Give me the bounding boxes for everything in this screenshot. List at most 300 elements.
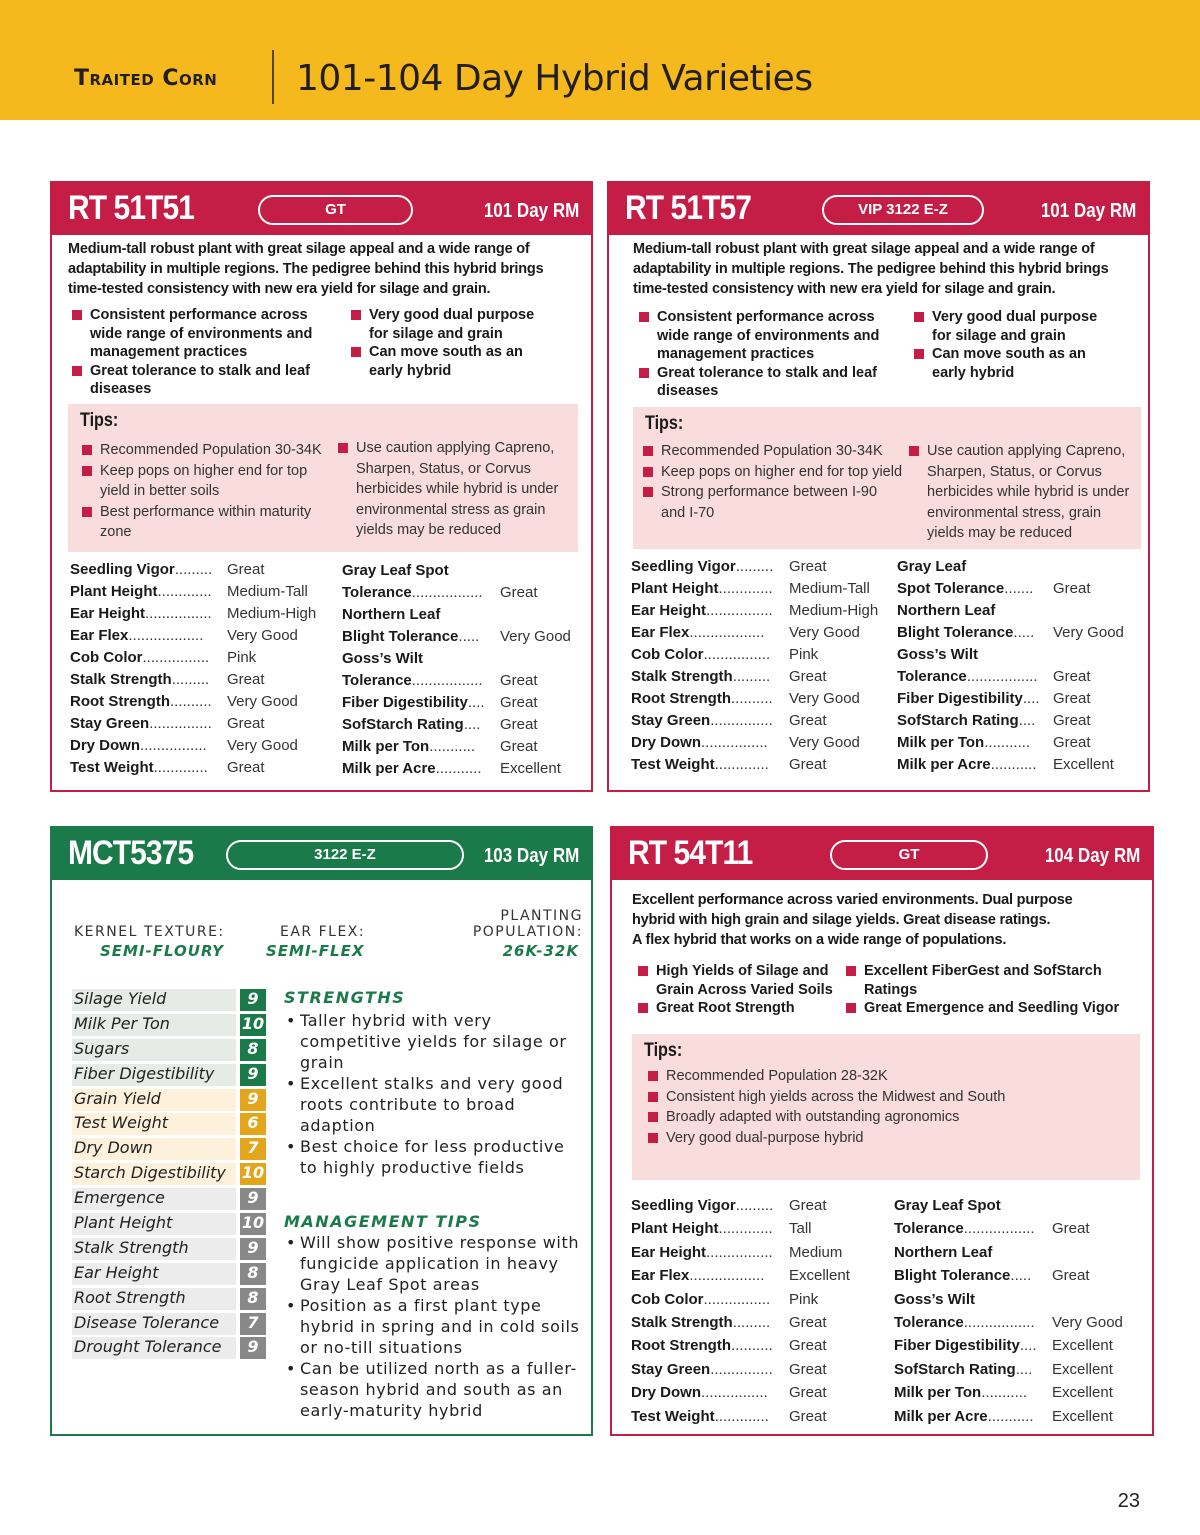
spec-row (342, 758, 582, 780)
hybrid-description: Medium-tall robust plant with great silage appeal and a wide range of adaptability in multiple regions. The pedigree behind this hybrid brings time-tested consistency with new era yield for silage and grain. (68, 241, 544, 297)
card-header (609, 183, 1148, 235)
spec-value: Pink (789, 646, 819, 663)
spec-row (342, 692, 582, 714)
spec-row (631, 1311, 881, 1334)
spec-row (894, 1405, 1144, 1428)
tips-list-right (336, 438, 568, 541)
hybrid-description: Excellent performance across varied environments. Dual purpose hybrid with high grain and silage yields. Great disease ratings. A flex hybrid that works on a wide range of populations. (632, 892, 1073, 948)
spec-row (631, 622, 881, 644)
spec-row (70, 581, 320, 603)
spec-row (631, 688, 881, 710)
rating-score: 8 (240, 1288, 266, 1310)
spec-label: Blight Tolerance (342, 628, 459, 645)
kernel-texture-value: SEMI-FLOURY (100, 942, 225, 960)
spec-value: Pink (789, 1290, 819, 1308)
relative-maturity: 101 Day RM (1040, 200, 1136, 222)
list-item: • Excellent stalks and very good roots contribute to broad adaption (284, 1073, 574, 1136)
spec-list-right (342, 560, 582, 780)
spec-label: Test Weight (631, 1407, 715, 1425)
spec-leader-dots: ............... (149, 715, 212, 732)
spec-row (70, 691, 320, 713)
spec-label: Stalk Strength (631, 1314, 733, 1332)
rating-row (72, 1212, 320, 1237)
spec-label: Test Weight (70, 759, 154, 776)
spec-row (897, 666, 1142, 688)
spec-label: Tolerance (894, 1314, 964, 1332)
spec-label: Gray Leaf Spot (342, 562, 449, 579)
spec-value: Excellent (1052, 1360, 1113, 1378)
page-number: 23 (1117, 1490, 1140, 1512)
spec-label: SofStarch Rating (894, 1360, 1016, 1378)
spec-leader-dots: ................ (706, 1243, 773, 1261)
spec-leader-dots: ............. (153, 759, 208, 776)
spec-row (70, 669, 320, 691)
list-item: Very good dual purpose for silage and grain (912, 308, 1112, 345)
rating-score: 6 (240, 1113, 266, 1135)
spec-label: Tolerance (342, 584, 412, 601)
rating-row (72, 1237, 320, 1262)
spec-leader-dots: ......... (171, 671, 210, 688)
hybrid-card-mct5375 (50, 826, 593, 1436)
spec-leader-dots: ................. (963, 1314, 1035, 1332)
list-item: • Can be utilized north as a fuller-season hybrid and south as an early-maturity hybrid (284, 1358, 584, 1421)
spec-label: Ear Height (70, 605, 146, 622)
spec-label: Blight Tolerance (897, 624, 1014, 641)
rating-row (72, 1038, 320, 1063)
spec-leader-dots: .................. (689, 1267, 765, 1285)
rating-label: Stalk Strength (72, 1238, 236, 1260)
card-header (52, 828, 591, 880)
spec-leader-dots: ............... (710, 1360, 773, 1378)
spec-label: Cob Color (70, 649, 143, 666)
spec-label: Milk per Ton (894, 1384, 982, 1402)
list-item: Consistent performance across wide range of environments and management practices (637, 308, 887, 364)
spec-leader-dots: ................ (145, 605, 212, 622)
spec-row (70, 647, 320, 669)
spec-leader-dots: ............. (714, 756, 769, 773)
spec-row (342, 560, 582, 582)
spec-label: Goss’s Wilt (894, 1290, 975, 1308)
rating-row (72, 1112, 320, 1137)
card-header (612, 828, 1152, 880)
spec-leader-dots: ............. (718, 580, 773, 597)
spec-value: Great (789, 1384, 827, 1402)
spec-value: Excellent (1052, 1407, 1113, 1425)
list-item: Recommended Population 30-34K (80, 440, 330, 461)
ear-flex-label: EAR FLEX: (280, 924, 366, 940)
spec-row (631, 666, 881, 688)
list-item: Use caution applying Capreno, Sharpen, Status, or Corvus herbicides while hybrid is under environmental stress, grain yields may be reduced (907, 441, 1133, 544)
kernel-texture-label: KERNEL TEXTURE: (74, 924, 225, 940)
spec-value: Very Good (789, 690, 860, 707)
spec-row (894, 1381, 1144, 1404)
rating-score: 9 (240, 1238, 266, 1260)
tips-list-right (907, 441, 1133, 544)
spec-leader-dots: ......... (732, 1314, 771, 1332)
spec-value: Pink (227, 649, 257, 666)
spec-leader-dots: .... (1019, 1337, 1037, 1355)
rating-label: Grain Yield (72, 1089, 236, 1111)
spec-leader-dots: .......... (730, 690, 773, 707)
rating-score: 10 (240, 1213, 266, 1235)
spec-value: Great (789, 668, 827, 685)
list-item: Best performance within maturity zone (80, 502, 330, 543)
spec-label: Northern Leaf (897, 602, 996, 619)
spec-row (897, 622, 1142, 644)
spec-label: Ear Flex (70, 627, 129, 644)
list-item: Strong performance between I-90 and I-70 (641, 482, 903, 523)
spec-row (894, 1288, 1144, 1311)
spec-label: Tolerance (897, 668, 967, 685)
spec-leader-dots: .................. (689, 624, 765, 641)
spec-row (342, 648, 582, 670)
rating-score: 10 (240, 1163, 266, 1185)
spec-label: Fiber Digestibility (342, 694, 468, 711)
list-item: Excellent FiberGest and SofStarch Ratings (844, 962, 1144, 999)
spec-value: Medium-High (227, 605, 317, 622)
rating-score: 9 (240, 1337, 266, 1359)
spec-value: Great (789, 1197, 827, 1214)
spec-value: Great (789, 756, 827, 773)
spec-value: Very Good (227, 737, 298, 754)
spec-label: Milk per Ton (897, 734, 985, 751)
spec-label: Ear Height (631, 1243, 707, 1261)
spec-value: Very Good (500, 628, 571, 645)
spec-leader-dots: ............. (157, 583, 212, 600)
list-item: Keep pops on higher end for top yield in better soils (80, 461, 330, 502)
banner-divider (272, 50, 274, 104)
tips-box (632, 1034, 1140, 1180)
spec-label: Tolerance (342, 672, 412, 689)
spec-value: Great (227, 671, 265, 688)
spec-value: Great (789, 1407, 827, 1425)
rating-row (72, 1262, 320, 1287)
management-tips-title: MANAGEMENT TIPS (284, 1212, 482, 1231)
spec-row (631, 1358, 881, 1381)
spec-leader-dots: ............. (718, 1220, 773, 1238)
spec-label: Cob Color (631, 646, 704, 663)
spec-leader-dots: .......... (169, 693, 212, 710)
trait-badge: VIP 3122 E-Z (822, 195, 984, 225)
spec-leader-dots: ......... (735, 1197, 774, 1214)
spec-label: Milk per Ton (342, 738, 430, 755)
spec-label: Dry Down (70, 737, 141, 754)
rating-label: Test Weight (72, 1113, 236, 1135)
tips-title: Tips: (644, 1040, 683, 1061)
spec-leader-dots: .... (463, 716, 481, 733)
spec-value: Excellent (500, 760, 561, 777)
spec-label: SofStarch Rating (897, 712, 1019, 729)
list-item: Use caution applying Capreno, Sharpen, Status, or Corvus herbicides while hybrid is under environmental stress as grain yields may be reduced (336, 438, 568, 541)
spec-leader-dots: .................. (128, 627, 204, 644)
spec-leader-dots: ................ (701, 734, 768, 751)
spec-leader-dots: ........... (990, 756, 1037, 773)
list-item: Great Emergence and Seedling Vigor (844, 999, 1144, 1018)
spec-label: Plant Height (70, 583, 158, 600)
spec-row (70, 713, 320, 735)
rating-row (72, 1013, 320, 1038)
spec-row (631, 1381, 881, 1404)
spec-row (894, 1264, 1144, 1287)
list-item: Consistent high yields across the Midwest and South (646, 1087, 1126, 1108)
spec-row (70, 757, 320, 779)
spec-leader-dots: ................. (963, 1220, 1035, 1238)
rating-label: Silage Yield (72, 989, 236, 1011)
trait-badge: GT (258, 195, 413, 225)
spec-value: Great (1053, 690, 1091, 707)
spec-value: Great (227, 715, 265, 732)
spec-leader-dots: ......... (735, 558, 774, 575)
feature-list-left (70, 306, 330, 399)
spec-label: Root Strength (631, 690, 731, 707)
spec-leader-dots: .......... (730, 1337, 773, 1355)
rating-label: Dry Down (72, 1138, 236, 1160)
section-label: Traited Corn (74, 66, 218, 91)
spec-leader-dots: ................. (966, 668, 1038, 685)
relative-maturity: 101 Day RM (483, 200, 579, 222)
spec-row (70, 559, 320, 581)
rating-label: Sugars (72, 1039, 236, 1061)
spec-label: Root Strength (631, 1337, 731, 1355)
rating-label: Drought Tolerance (72, 1337, 236, 1359)
spec-value: Great (1053, 712, 1091, 729)
spec-value: Great (1053, 580, 1091, 597)
tips-title: Tips: (80, 410, 119, 431)
spec-row (631, 644, 881, 666)
feature-list-right (912, 308, 1112, 382)
spec-label: Tolerance (894, 1220, 964, 1238)
hybrid-name: MCT5375 (68, 834, 194, 872)
spec-label: Ear Flex (631, 624, 690, 641)
spec-leader-dots: .... (1015, 1360, 1033, 1378)
spec-row (631, 1405, 881, 1428)
spec-leader-dots: ............... (710, 712, 773, 729)
spec-list-left (70, 559, 320, 779)
spec-label: SofStarch Rating (342, 716, 464, 733)
hybrid-card-rt54t11 (610, 826, 1154, 1436)
spec-value: Great (789, 1314, 827, 1332)
spec-row (631, 1217, 881, 1240)
spec-value: Medium-Tall (227, 583, 308, 600)
rating-row (72, 1137, 320, 1162)
spec-value: Great (500, 716, 538, 733)
spec-row (897, 600, 1142, 622)
rating-row (72, 1336, 320, 1361)
rating-score: 9 (240, 989, 266, 1011)
spec-value: Great (789, 558, 827, 575)
spec-leader-dots: ....... (1004, 580, 1034, 597)
spec-label: Milk per Acre (894, 1407, 988, 1425)
spec-label: Gray Leaf Spot (894, 1197, 1001, 1214)
spec-row (897, 556, 1142, 578)
spec-row (342, 604, 582, 626)
spec-value: Excellent (1052, 1384, 1113, 1402)
spec-leader-dots: ......... (174, 561, 213, 578)
rating-row (72, 1287, 320, 1312)
spec-label: Milk per Acre (342, 760, 436, 777)
spec-leader-dots: ........... (987, 1407, 1034, 1425)
spec-value: Very Good (1053, 624, 1124, 641)
spec-row (894, 1217, 1144, 1240)
tips-box (68, 404, 578, 552)
trait-badge: 3122 E-Z (226, 840, 464, 870)
spec-label: Plant Height (631, 1220, 719, 1238)
spec-row (631, 1264, 881, 1287)
spec-leader-dots: ..... (1010, 1267, 1032, 1285)
hybrid-description: Medium-tall robust plant with great silage appeal and a wide range of adaptability in multiple regions. The pedigree behind this hybrid brings time-tested consistency with new era yield for silage and grain. (633, 241, 1109, 297)
spec-leader-dots: ......... (732, 668, 771, 685)
rating-score: 8 (240, 1039, 266, 1061)
spec-value: Very Good (227, 627, 298, 644)
spec-leader-dots: ................ (703, 1290, 771, 1308)
ear-flex-value: SEMI-FLEX (266, 942, 365, 960)
spec-label: Fiber Digestibility (894, 1337, 1020, 1355)
spec-row (894, 1358, 1144, 1381)
spec-value: Excellent (789, 1267, 850, 1285)
spec-label: Stalk Strength (70, 671, 172, 688)
list-item: Great tolerance to stalk and leaf diseases (637, 364, 887, 401)
spec-row (631, 1194, 881, 1217)
list-item: High Yields of Silage and Grain Across Varied Soils (636, 962, 846, 999)
spec-label: Ear Height (631, 602, 707, 619)
spec-leader-dots: ............. (714, 1407, 769, 1425)
rating-label: Ear Height (72, 1263, 236, 1285)
spec-value: Great (1053, 668, 1091, 685)
spec-row (342, 714, 582, 736)
spec-value: Great (1053, 734, 1091, 751)
spec-value: Great (789, 1337, 827, 1355)
spec-label: Goss’s Wilt (342, 650, 423, 667)
hybrid-name: RT 51T57 (625, 189, 752, 227)
spec-value: Great (227, 561, 265, 578)
spec-leader-dots: ..... (458, 628, 480, 645)
spec-value: Great (789, 1360, 827, 1378)
spec-row (342, 582, 582, 604)
spec-label: Stay Green (631, 712, 711, 729)
relative-maturity: 104 Day RM (1044, 845, 1140, 867)
spec-value: Tall (789, 1220, 812, 1238)
tips-title: Tips: (645, 413, 684, 434)
hybrid-name: RT 54T11 (628, 834, 753, 872)
spec-label: Seedling Vigor (631, 1197, 736, 1214)
list-item: Recommended Population 30-34K (641, 441, 903, 462)
spec-leader-dots: ........... (435, 760, 482, 777)
list-item: • Will show positive response with fungicide application in heavy Gray Leaf Spot areas (284, 1232, 584, 1295)
spec-value: Very Good (1052, 1314, 1123, 1332)
rating-score: 8 (240, 1263, 266, 1285)
rating-label: Plant Height (72, 1213, 236, 1235)
hybrid-card-rt51t57 (607, 181, 1150, 792)
spec-row (897, 710, 1142, 732)
spec-row (631, 556, 881, 578)
spec-row (631, 1241, 881, 1264)
feature-list-right (349, 306, 549, 380)
spec-leader-dots: ........... (429, 738, 476, 755)
rating-label: Emergence (72, 1188, 236, 1210)
rating-label: Fiber Digestibility (72, 1064, 236, 1086)
list-item: • Position as a first plant type hybrid in spring and in cold soils or no-till situations (284, 1295, 584, 1358)
spec-label: Spot Tolerance (897, 580, 1005, 597)
spec-label: Fiber Digestibility (897, 690, 1023, 707)
spec-leader-dots: ................. (411, 672, 483, 689)
spec-row (342, 736, 582, 758)
rating-label: Starch Digestibility (72, 1163, 236, 1185)
rating-score: 9 (240, 1089, 266, 1111)
list-item: Very good dual purpose for silage and grain (349, 306, 549, 343)
strengths-title: STRENGTHS (284, 988, 406, 1007)
spec-value: Excellent (1052, 1337, 1113, 1355)
relative-maturity: 103 Day RM (483, 845, 579, 867)
spec-list-right (897, 556, 1142, 776)
spec-leader-dots: ................ (140, 737, 207, 754)
rating-label: Disease Tolerance (72, 1313, 236, 1335)
spec-leader-dots: ................. (411, 584, 483, 601)
spec-row (631, 578, 881, 600)
spec-value: Great (1052, 1220, 1090, 1238)
tips-box (633, 407, 1141, 549)
spec-row (70, 603, 320, 625)
spec-leader-dots: ................ (703, 646, 771, 663)
spec-value: Great (500, 672, 538, 689)
list-item: Broadly adapted with outstanding agronomics (646, 1107, 1126, 1128)
rating-row (72, 988, 320, 1013)
spec-label: Seedling Vigor (631, 558, 736, 575)
spec-leader-dots: .... (1018, 712, 1036, 729)
list-item: Very good dual-purpose hybrid (646, 1128, 1126, 1149)
feature-list-left (637, 308, 887, 401)
planting-population-label: PLANTING POPULATION: (472, 908, 583, 940)
list-item: Consistent performance across wide range of environments and management practices (70, 306, 330, 362)
spec-row (894, 1311, 1144, 1334)
rating-row (72, 1312, 320, 1337)
spec-label: Ear Flex (631, 1267, 690, 1285)
rating-row (72, 1187, 320, 1212)
rating-score: 10 (240, 1014, 266, 1036)
strengths-list (284, 1010, 574, 1178)
feature-list-right (844, 962, 1144, 1018)
list-item: Great tolerance to stalk and leaf diseases (70, 362, 330, 399)
spec-leader-dots: .... (1022, 690, 1040, 707)
spec-label: Goss’s Wilt (897, 646, 978, 663)
spec-leader-dots: ................ (701, 1384, 768, 1402)
spec-value: Great (1052, 1267, 1090, 1285)
page-title: 101-104 Day Hybrid Varieties (296, 58, 813, 99)
spec-leader-dots: ........... (984, 734, 1031, 751)
rating-score: 7 (240, 1313, 266, 1335)
spec-row (897, 688, 1142, 710)
spec-row (70, 735, 320, 757)
spec-label: Dry Down (631, 1384, 702, 1402)
spec-value: Very Good (789, 624, 860, 641)
hybrid-name: RT 51T51 (68, 189, 195, 227)
rating-row (72, 1088, 320, 1113)
spec-row (897, 644, 1142, 666)
rating-score: 9 (240, 1064, 266, 1086)
list-item: Keep pops on higher end for top yield (641, 462, 903, 483)
spec-label: Test Weight (631, 756, 715, 773)
spec-leader-dots: ........... (981, 1384, 1028, 1402)
list-item: • Taller hybrid with very competitive yields for silage or grain (284, 1010, 574, 1073)
spec-row (70, 625, 320, 647)
spec-row (894, 1334, 1144, 1357)
spec-row (631, 710, 881, 732)
spec-label: Northern Leaf (894, 1243, 993, 1261)
spec-row (894, 1194, 1144, 1217)
spec-value: Very Good (789, 734, 860, 751)
rating-row (72, 1162, 320, 1187)
spec-leader-dots: ..... (1013, 624, 1035, 641)
spec-label: Plant Height (631, 580, 719, 597)
